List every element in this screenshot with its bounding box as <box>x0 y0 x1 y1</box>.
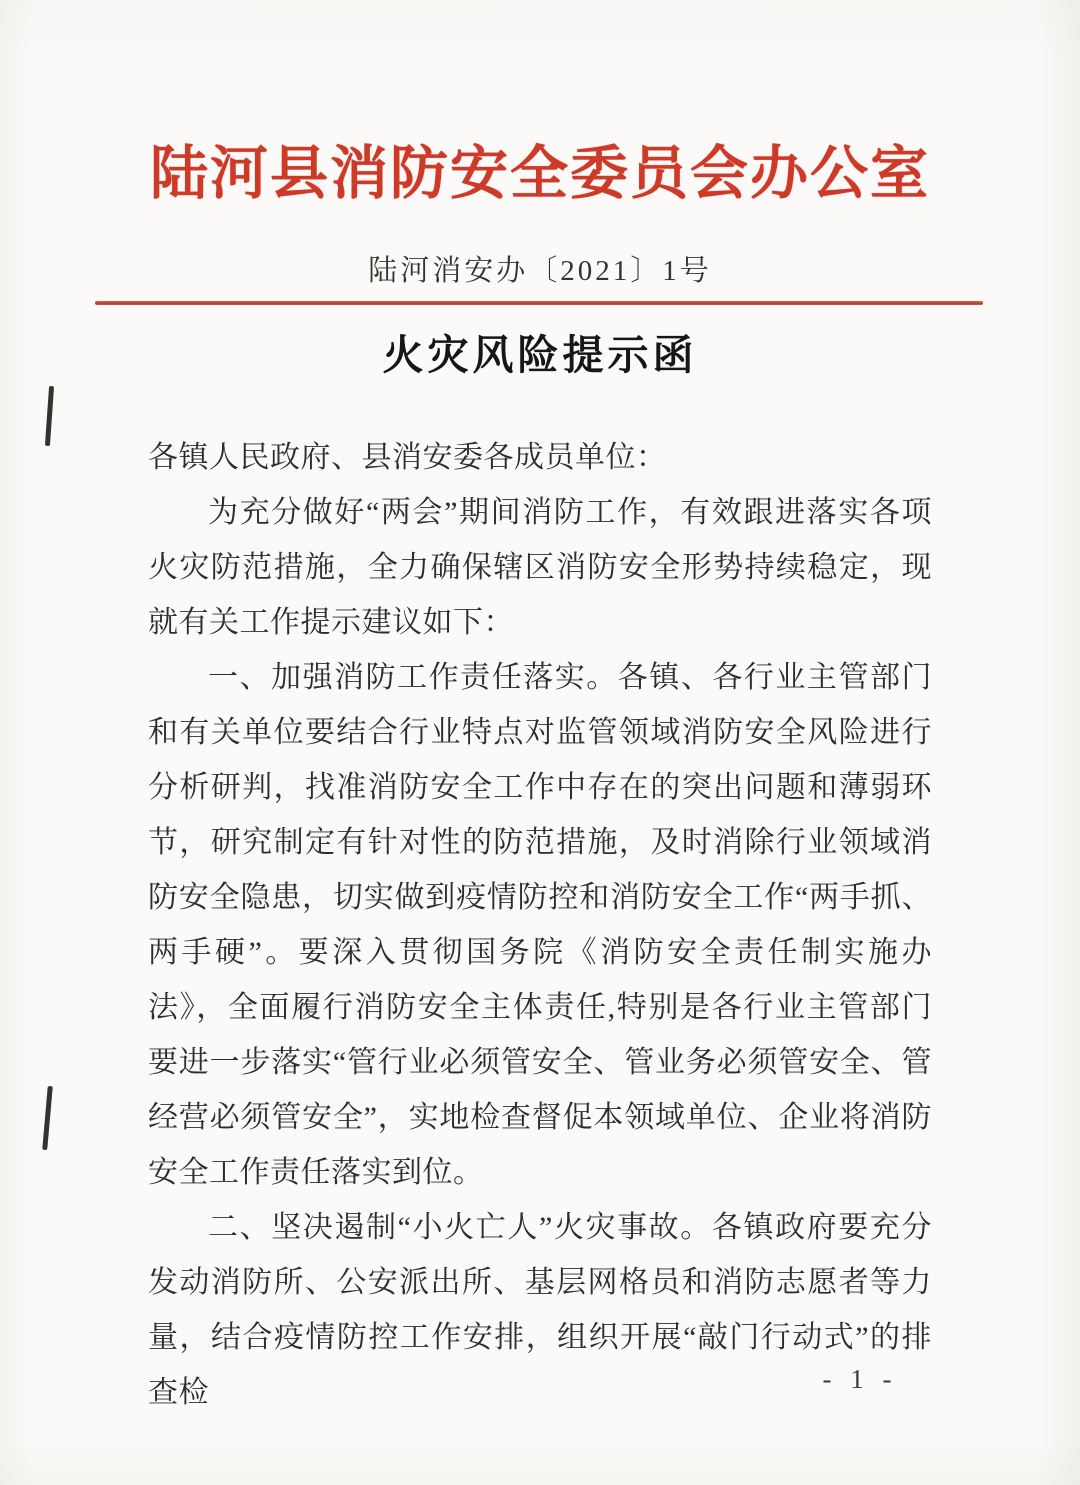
paragraph-section-1: 一、加强消防工作责任落实。各镇、各行业主管部门和有关单位要结合行业特点对监管领域消防安全风险进行分析研判，找准消防安全工作中存在的突出问题和薄弱环节，研究制定有针对性的防范措施，及时消除行业领域消防安全隐患，切实做到疫情防控和消防安全工作“两手抓、两手硬”。要深入贯彻国务院《消防安全责任制实施办法》，全面履行消防安全主体责任,特别是各行业主管部门要进一步落实“管行业必须管安全、管业务必须管安全、管经营必须管安全”，实地检查督促本领域单位、企业将消防安全工作责任落实到位。 <box>148 661 932 1189</box>
paragraph-intro: 为充分做好“两会”期间消防工作，有效跟进落实各项火灾防范措施，全力确保辖区消防安全形势持续稳定，现就有关工作提示建议如下： <box>148 496 932 639</box>
scan-artifact-mark <box>45 386 54 446</box>
issuing-org-title: 陆河县消防安全委员会办公室 <box>149 141 930 206</box>
document-body <box>148 430 932 1420</box>
page-number: - 1 - <box>822 1364 898 1394</box>
document-title: 火灾风险提示函 <box>382 332 698 378</box>
scan-artifact-mark <box>42 1086 53 1150</box>
paragraph-section-2: 二、坚决遏制“小火亡人”火灾事故。各镇政府要充分发动消防所、公安派出所、基层网格员和消防志愿者等力量，结合疫情防控工作安排，组织开展“敲门行动式”的排查检 <box>148 1211 932 1409</box>
red-divider-line <box>95 301 983 305</box>
salutation-line: 各镇人民政府、县消安委各成员单位： <box>148 441 667 474</box>
document-reference-number: 陆河消安办〔2021〕1号 <box>368 255 712 287</box>
